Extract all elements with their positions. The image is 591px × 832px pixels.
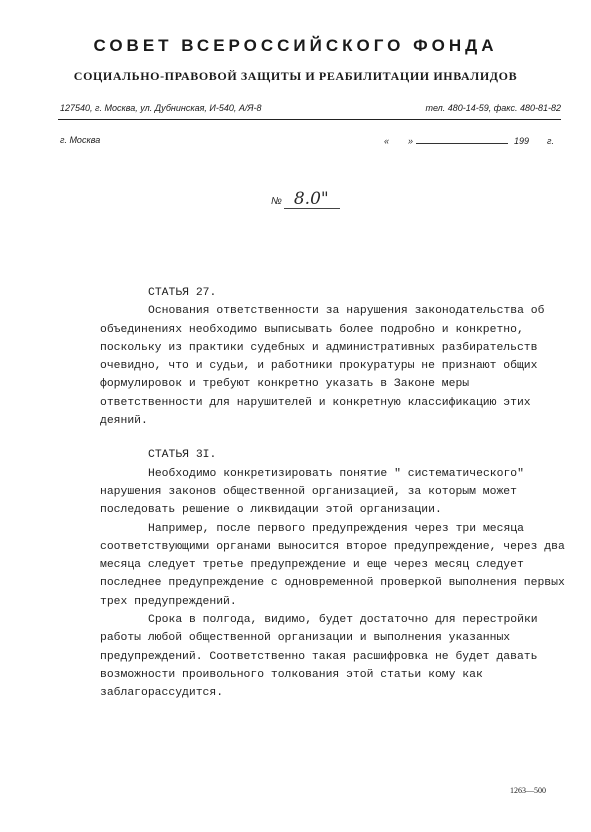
date-blank-line [416,135,508,144]
header-divider [58,119,561,120]
organization-title: СОВЕТ ВСЕРОССИЙСКОГО ФОНДА [93,36,498,55]
date-field [384,135,554,146]
date-open-quote: « [384,136,390,146]
document-number [271,190,340,209]
article-heading: СТАТЬЯ 27. [148,287,217,299]
document-body [100,284,570,703]
article-paragraph: Например, после первого предупреждения через три месяца соответствующими органами выносится второе предупреждение, через два месяца следует третье предупреждение и еще через месяц следует последнее предупреждение с одновременной проверкой выполнения первых трех предупреждений. [100,522,565,608]
form-code: 1263—500 [510,786,546,795]
article-heading: СТАТЬЯ 3I. [148,449,217,462]
date-close-quote: » [408,136,414,146]
article-paragraph: Срока в полгода, видимо, будет достаточно для перестройки работы любой общественной организации и выполнения указанных предупреждений. Соответственно такая расшифровка не будет давать возможности проивольного толкования этой статьи кому как заблагорассудится. [100,614,538,700]
postal-address: 127540, г. Москва, ул. Дубнинская, И-540, А/Я-8 [60,103,262,113]
section-spacer [100,430,570,446]
article-31 [100,446,570,702]
number-sign: № [271,196,282,207]
article-27 [100,284,570,430]
organization-subtitle: СОЦИАЛЬНО-ПРАВОВОЙ ЗАЩИТЫ И РЕАБИЛИТАЦИИ ИНВАЛИДОВ [73,69,518,83]
handwritten-number: 8.0" [284,190,340,209]
date-year-prefix: 199 [514,136,530,146]
date-year-suffix: г. [547,136,554,146]
article-paragraph: Необходимо конкретизировать понятие " систематического" нарушения законов общественной организацией, за которым может последовать решение о ликвидации этой организации. [100,467,524,517]
article-paragraph: Основания ответственности за нарушения законодательства об объединениях необходимо выписывать более подробно и конкретно, поскольку из практики судебных и административных разбирательств очевидно, что и судьи, и работники прокуратуры не признают общих формулировок и требуют конкретно указать в Законе меры ответственности для нарушителей и конкретную классификацию этих деяний. [100,305,545,428]
city-label: г. Москва [60,135,101,145]
phone-fax: тел. 480-14-59, факс. 480-81-82 [425,103,561,113]
